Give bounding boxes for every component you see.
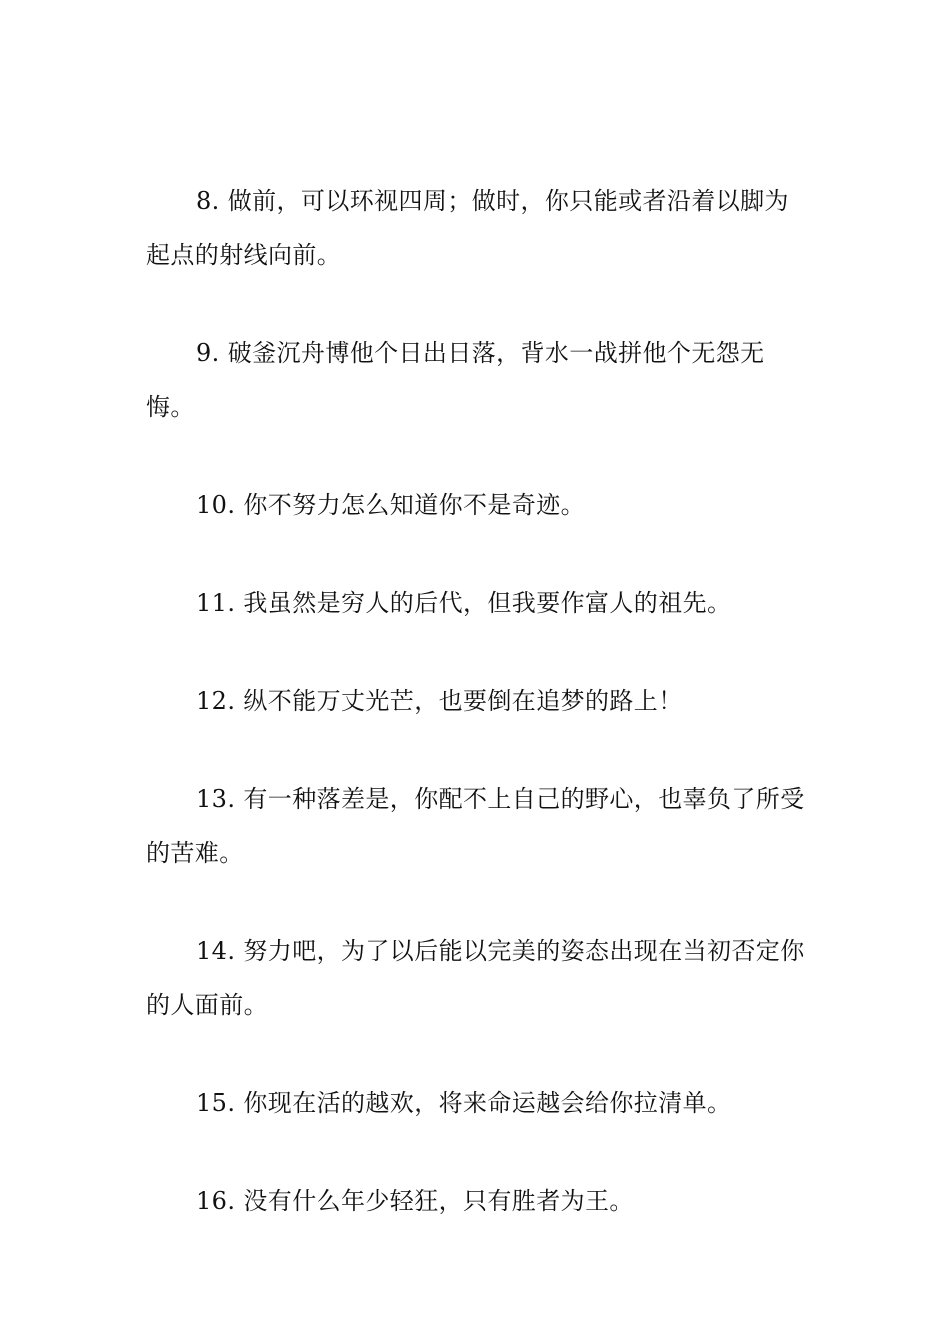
paragraph-16: 16. 没有什么年少轻狂，只有胜者为王。: [196, 1187, 634, 1215]
document-body: [146, 174, 808, 1228]
paragraph-14: 14. 努力吧，为了以后能以完美的姿态出现在当初否定你的人面前。: [146, 937, 805, 1019]
paragraph-11: 11. 我虽然是穷人的后代，但我要作富人的祖先。: [196, 589, 732, 617]
paragraph-13: 13. 有一种落差是，你配不上自己的野心，也辜负了所受的苦难。: [146, 785, 805, 867]
paragraph-9: 9. 破釜沉舟博他个日出日落，背水一战拼他个无怨无悔。: [146, 339, 765, 421]
paragraph-8: 8. 做前，可以环视四周；做时，你只能或者沿着以脚为起点的射线向前。: [146, 187, 789, 269]
paragraph-15: 15. 你现在活的越欢，将来命运越会给你拉清单。: [196, 1089, 732, 1117]
paragraph-12: 12. 纵不能万丈光芒，也要倒在追梦的路上！: [196, 687, 683, 715]
paragraph-10: 10. 你不努力怎么知道你不是奇迹。: [196, 491, 585, 519]
